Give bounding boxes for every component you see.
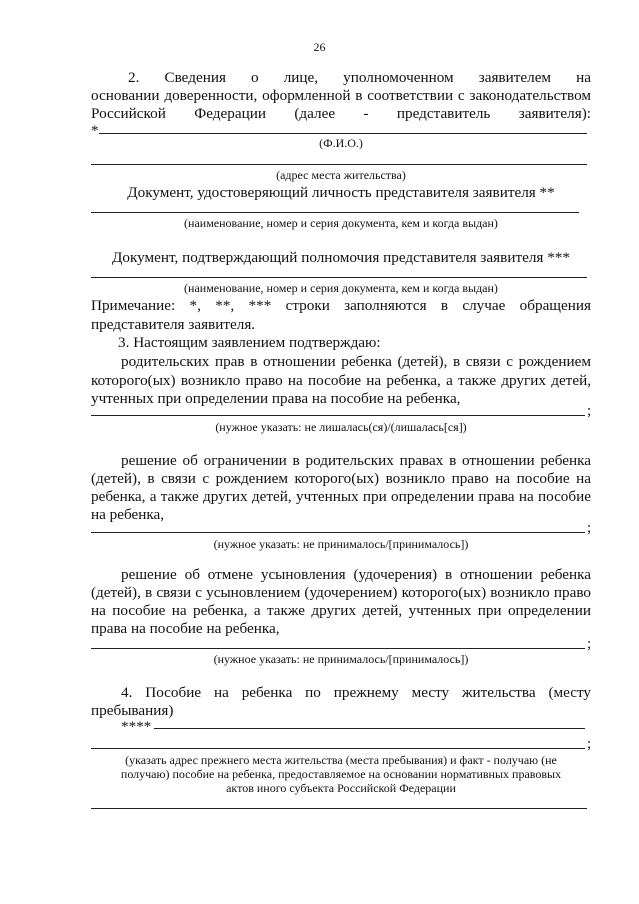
note-line-2: представителя заявителя. xyxy=(91,316,256,333)
previous-address-field-line-2[interactable] xyxy=(91,748,585,749)
item1-semicolon: ; xyxy=(587,403,592,419)
item3-field-line[interactable] xyxy=(91,648,585,649)
section3-heading: 3. Настоящим заявлением подтверждаю: xyxy=(118,334,381,351)
item3-caption: (нужное указать: не принималось/[принималось]) xyxy=(213,652,469,666)
representative-asterisk: * xyxy=(91,122,99,139)
fio-field-line[interactable] xyxy=(99,133,587,134)
fio-caption: (Ф.И.О.) xyxy=(319,136,363,150)
authority-doc-field-line[interactable] xyxy=(91,277,587,278)
item1-caption: (нужное указать: не лишалась(ся)/(лишалась[ся]) xyxy=(215,420,467,434)
section2-line-2: основании доверенности, оформленной в соответствии с законодательством xyxy=(91,87,591,104)
section4-caption-line-3: актов иного субъекта Российской Федерации xyxy=(226,781,456,795)
previous-address-field-line-1[interactable] xyxy=(154,728,585,729)
section4-caption-line-1: (указать адрес прежнего места жительства (места пребывания) и факт - получаю (не xyxy=(125,753,557,767)
item1-field-line[interactable] xyxy=(91,415,585,416)
identity-doc-caption: (наименование, номер и серия документа, кем и когда выдан) xyxy=(184,216,498,230)
section2-line-1: 2. Сведения о лице, уполномоченном заявителем на xyxy=(128,69,591,86)
note-line-1: Примечание: *, **, *** строки заполняются в случае обращения xyxy=(91,297,591,314)
identity-doc-field-line[interactable] xyxy=(91,212,579,213)
page-number: 26 xyxy=(313,40,326,54)
item2-caption: (нужное указать: не принималось/[принималось]) xyxy=(213,537,469,551)
section4-stars: **** xyxy=(121,718,152,735)
section3-item2-line-1: решение об ограничении в родительских правах в отношении ребенка xyxy=(121,452,591,469)
section4-semicolon: ; xyxy=(587,736,592,752)
section3-item2-line-3: ребенка, а также других детей, учтенных при определении права на пособие xyxy=(91,488,591,505)
authority-doc-label: Документ, подтверждающий полномочия представителя заявителя *** xyxy=(112,249,570,266)
section3-item3-line-2: (детей), в связи с усыновлением (удочерением) которого(ых) возникло право xyxy=(91,584,591,601)
identity-doc-label: Документ, удостоверяющий личность представителя заявителя ** xyxy=(127,184,555,201)
section3-item3-line-1: решение об отмене усыновления (удочерения) в отношении ребенка xyxy=(121,566,591,583)
final-field-line[interactable] xyxy=(91,808,587,809)
section4-caption-line-2: получаю) пособие на ребенка, предоставляемое на основании нормативных правовых xyxy=(120,767,562,781)
section3-item2-line-4: на ребенка, xyxy=(91,506,165,523)
authority-doc-caption: (наименование, номер и серия документа, кем и когда выдан) xyxy=(184,281,498,295)
section3-item1-line-2: которого(ых) возникло право на пособие на ребенка, а также других детей, xyxy=(91,372,591,389)
section4-line-2: пребывания) xyxy=(91,702,174,719)
address-caption: (адрес места жительства) xyxy=(276,168,406,182)
item2-semicolon: ; xyxy=(587,520,592,536)
section2-line-3: Российской Федерации (далее - представитель заявителя): xyxy=(91,105,591,122)
address-field-line[interactable] xyxy=(91,164,587,165)
section3-item3-line-4: права на пособие на ребенка, xyxy=(91,620,280,637)
item2-field-line[interactable] xyxy=(91,532,585,533)
section3-item1-line-3: учтенных при определении права на пособие на ребенка, xyxy=(91,390,461,407)
section4-line-1: 4. Пособие на ребенка по прежнему месту жительства (месту xyxy=(121,684,591,701)
section3-item2-line-2: (детей), в связи с рождением которого(ых) возникло право на пособие на xyxy=(91,470,591,487)
item3-semicolon: ; xyxy=(587,636,592,652)
section3-item3-line-3: на пособие на ребенка, а также других детей, учтенных при определении xyxy=(91,602,591,619)
section3-item1-line-1: родительских прав в отношении ребенка (детей), в связи с рождением xyxy=(121,353,591,370)
